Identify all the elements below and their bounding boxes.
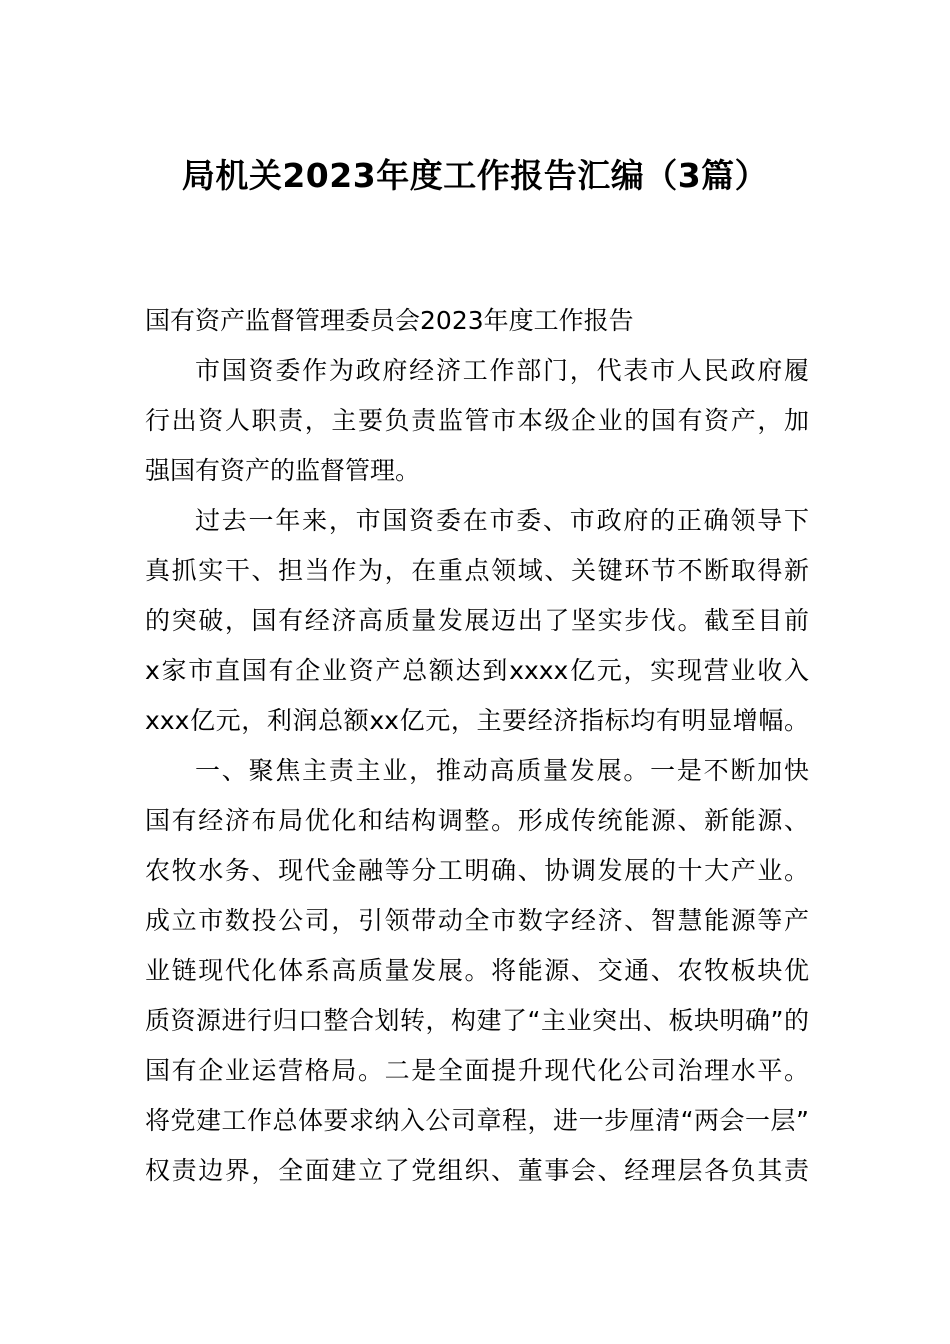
paragraph-line: 行出资人职责，主要负责监管市本级企业的国有资产，加 <box>145 406 809 435</box>
paragraph-line: 过去一年来，市国资委在市委、市政府的正确领导下 <box>195 506 809 535</box>
paragraph-line: 的突破，国有经济高质量发展迈出了坚实步伐。截至目前 <box>145 606 809 635</box>
paragraph-line: 真抓实干、担当作为，在重点领域、关键环节不断取得新 <box>145 556 809 585</box>
paragraph-line: 国有企业运营格局。二是全面提升现代化公司治理水平。 <box>145 1056 809 1085</box>
paragraph-line: 权责边界，全面建立了党组织、董事会、经理层各负其责 <box>145 1156 809 1185</box>
paragraph-line: 国有经济布局优化和结构调整。形成传统能源、新能源、 <box>145 806 809 835</box>
paragraph-line: 一、聚焦主责主业，推动高质量发展。一是不断加快 <box>195 756 809 785</box>
paragraph-line: 业链现代化体系高质量发展。将能源、交通、农牧板块优 <box>145 956 809 985</box>
document-body <box>145 296 809 1196</box>
paragraph-line: 强国有资产的监督管理。 <box>145 456 421 485</box>
paragraph-line: 将党建工作总体要求纳入公司章程，进一步厘清“两会一层” <box>145 1106 809 1135</box>
paragraph-line: x家市直国有企业资产总额达到xxxx亿元，实现营业收入 <box>145 656 809 685</box>
paragraph-line: 质资源进行归口整合划转，构建了“主业突出、板块明确”的 <box>145 1006 809 1035</box>
paragraph-line: 成立市数投公司，引领带动全市数字经济、智慧能源等产 <box>145 906 809 935</box>
paragraph-line: 市国资委作为政府经济工作部门，代表市人民政府履 <box>195 356 809 385</box>
paragraph-line: 农牧水务、现代金融等分工明确、协调发展的十大产业。 <box>145 856 809 885</box>
document-title: 局机关2023年度工作报告汇编（3篇） <box>181 156 769 195</box>
paragraph-line: xxx亿元，利润总额xx亿元，主要经济指标均有明显增幅。 <box>145 706 809 735</box>
section-heading: 国有资产监督管理委员会2023年度工作报告 <box>145 306 634 335</box>
